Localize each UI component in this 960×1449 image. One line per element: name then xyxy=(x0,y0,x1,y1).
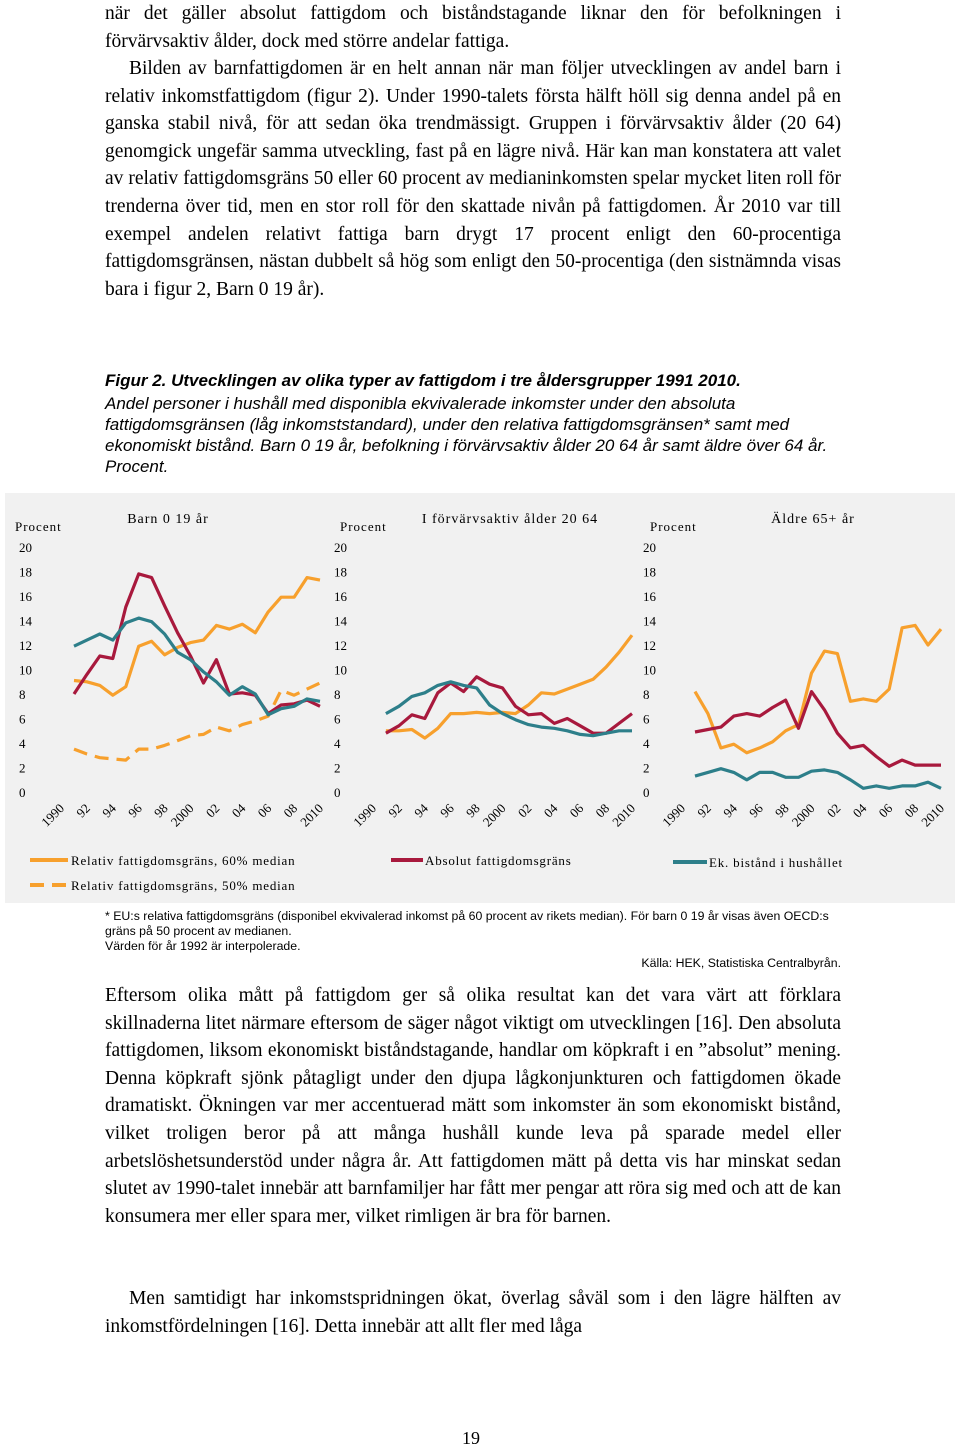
figure-caption xyxy=(105,370,841,477)
y-tick-label: 18 xyxy=(643,564,656,580)
x-tick-label: 92 xyxy=(385,800,406,821)
x-tick-label: 06 xyxy=(875,800,896,821)
paragraph-text: Bilden av barnfattigdomen är en helt annan när man följer utvecklingen av andel barn i relativ inkomstfattigdom (figur 2). Under 1990-talets första hälft höll sig denna andel på en ganska stabil nivå, för att sedan öka trendmässigt. Gruppen i förvärvsaktiv ålder (20 64) genomgick ungefär samma utveckling, fast på en lägre nivå. Här kan man konstatera att valet av relativ fattigdomsgräns 50 eller 60 procent av medianinkomsten spelar mycket liten roll för trenderna över tid, men en stor roll för den skattade nivån på fattigdomen. År 2010 var till exempel andelen relativt fattiga barn drygt 17 procent enligt den 60-procentiga fattigdomsgränsen, nästan dubbelt så hög som enligt den 50-procentiga (den sistnämnda visas bara i figur 2, Barn 0 19 år). xyxy=(105,58,841,300)
x-tick-label: 2000 xyxy=(167,800,197,830)
figure-description: Andel personer i hushåll med disponibla ekvivalerade inkomster under den absoluta fattigdomsgränsen (låg inkomststandard), under den relativa fattigdomsgränsen* samt med ekonomiskt bistånd. Barn 0 19 år, befolkning i förvärvsaktiv ålder 20 64 år samt äldre över 64 år. Procent. xyxy=(105,394,828,476)
y-tick-label: 18 xyxy=(19,564,32,580)
y-tick-label: 6 xyxy=(643,711,650,727)
y-tick-label: 8 xyxy=(334,687,341,702)
paragraph-text: Eftersom olika mått på fattigdom ger så olika resultat kan det vara värt att förklara skillnaderna litet närmare eftersom de säger något viktigt om utvecklingen [16]. Den absoluta fattigdomen, liksom ekonomiskt biståndstagande, handlar om köpkraft i en ”absolut” mening. Denna köpkraft sjönk påtagligt under den djupa lågkonjunkturen och fattigdomen ökade dramatiskt. Ökningen var mer accentuerad mätt som inkomster än som ekonomiskt bistånd, vilket troligen beror på att många hushåll kunde leva på sparade medel eller arbetslöshetsunderstöd under några år. Att fattigdomen mätt på detta vis har minskat sedan slutet av 1990-talet innebär att barnfamiljer har fått mer pengar att röra sig med och att de kan konsumera mer eller spara mer, vilket rimligen är bra för barnen. xyxy=(105,985,841,1227)
x-tick-label: 94 xyxy=(720,800,740,821)
x-tick-label: 2000 xyxy=(479,800,509,830)
y-axis-label: Procent xyxy=(340,519,387,534)
legend-label: Relativ fattigdomsgräns, 50% median xyxy=(71,878,296,893)
x-tick-label: 08 xyxy=(592,800,613,821)
x-tick-label: 04 xyxy=(228,800,249,821)
x-tick-label: 06 xyxy=(566,800,587,821)
y-tick-label: 2 xyxy=(19,760,26,776)
y-tick-label: 18 xyxy=(334,564,347,580)
x-tick-label: 04 xyxy=(540,800,561,821)
x-tick-label: 1990 xyxy=(38,800,68,830)
y-tick-label: 10 xyxy=(334,662,347,678)
x-tick-label: 2010 xyxy=(609,800,639,830)
y-tick-label: 14 xyxy=(334,613,347,629)
legend-label: Relativ fattigdomsgräns, 60% median xyxy=(71,853,296,868)
series-line xyxy=(74,578,320,696)
figure-title: Figur 2. Utvecklingen av olika typer av fattigdom i tre åldersgrupper 1991 2010. xyxy=(105,371,741,390)
series-line xyxy=(386,677,632,733)
x-tick-label: 96 xyxy=(437,800,457,821)
legend-label: Ek. bistånd i hushållet xyxy=(709,855,843,870)
y-tick-label: 16 xyxy=(334,589,347,604)
series-line xyxy=(386,682,632,736)
series-line xyxy=(695,769,941,789)
y-tick-label: 6 xyxy=(19,711,26,727)
x-tick-label: 96 xyxy=(746,800,766,821)
y-tick-label: 12 xyxy=(334,638,347,653)
x-tick-label: 98 xyxy=(771,800,792,821)
y-tick-label: 20 xyxy=(643,540,656,555)
x-tick-label: 1990 xyxy=(659,800,689,830)
footnote-relative-poverty: * EU:s relativa fattigdomsgräns (disponibel ekvivalerad inkomst på 60 procent av rikets median). För barn 0 19 år visas även OECD:s gräns på 50 procent av medianen. xyxy=(105,909,829,938)
y-tick-label: 10 xyxy=(19,662,32,678)
panel-title: Äldre 65+ år xyxy=(771,512,855,527)
footnote-interpolated: Värden för år 1992 är interpolerade. xyxy=(105,939,301,953)
x-tick-label: 98 xyxy=(462,800,483,821)
x-tick-label: 2010 xyxy=(918,800,948,830)
y-tick-label: 20 xyxy=(334,540,347,555)
legend-label: Absolut fattigdomsgräns xyxy=(425,853,572,868)
y-tick-label: 12 xyxy=(19,638,32,653)
figure-2-chart-panel xyxy=(5,493,955,903)
y-tick-label: 4 xyxy=(19,736,26,751)
y-tick-label: 2 xyxy=(643,760,650,776)
body-paragraph-bottom-2 xyxy=(105,1285,841,1340)
series-line xyxy=(695,692,941,767)
paragraph-text: när det gäller absolut fattigdom och biståndstagande liknar den för befolkningen i förvärvsaktiv ålder, dock med större andelar fattiga. xyxy=(105,3,841,52)
y-tick-label: 8 xyxy=(643,687,650,702)
panel-title: Barn 0 19 år xyxy=(127,512,209,527)
x-tick-label: 02 xyxy=(514,800,535,821)
series-line xyxy=(74,618,320,715)
y-tick-label: 0 xyxy=(334,785,341,800)
x-tick-label: 92 xyxy=(73,800,94,821)
series-line xyxy=(386,635,632,738)
y-tick-label: 0 xyxy=(643,785,650,800)
x-tick-label: 96 xyxy=(125,800,145,821)
x-tick-label: 08 xyxy=(901,800,922,821)
x-tick-label: 94 xyxy=(411,800,431,821)
y-tick-label: 12 xyxy=(643,638,656,653)
y-tick-label: 4 xyxy=(643,736,650,751)
x-tick-label: 92 xyxy=(694,800,715,821)
y-tick-label: 4 xyxy=(334,736,341,751)
x-tick-label: 94 xyxy=(99,800,119,821)
y-tick-label: 2 xyxy=(334,760,341,776)
y-tick-label: 8 xyxy=(19,687,26,702)
y-tick-label: 16 xyxy=(19,589,32,604)
page-number: 19 xyxy=(462,1428,480,1448)
x-tick-label: 04 xyxy=(849,800,870,821)
source-note: Källa: HEK, Statistiska Centralbyrån. xyxy=(641,956,841,970)
x-tick-label: 2000 xyxy=(788,800,818,830)
x-tick-label: 98 xyxy=(150,800,171,821)
paragraph-text: Men samtidigt har inkomstspridningen ökat, överlag såväl som i den lägre hälften av inkomstfördelningen [16]. Detta innebär att allt fler med låga xyxy=(105,1288,841,1337)
y-tick-label: 20 xyxy=(19,540,32,555)
body-paragraph-bottom-1 xyxy=(105,982,841,1230)
y-tick-label: 10 xyxy=(643,662,656,678)
x-tick-label: 1990 xyxy=(350,800,380,830)
y-axis-label: Procent xyxy=(650,519,697,534)
x-tick-label: 2010 xyxy=(297,800,327,830)
panel-title: I förvärvsaktiv ålder 20 64 xyxy=(421,512,599,527)
x-tick-label: 08 xyxy=(280,800,301,821)
y-tick-label: 0 xyxy=(19,785,26,800)
x-tick-label: 02 xyxy=(202,800,223,821)
y-axis-label: Procent xyxy=(15,519,62,534)
body-paragraph-top-1 xyxy=(105,0,841,55)
body-paragraph-top-2 xyxy=(105,55,841,303)
y-tick-label: 16 xyxy=(643,589,656,604)
x-tick-label: 02 xyxy=(823,800,844,821)
figure-footnotes xyxy=(105,909,845,971)
y-tick-label: 6 xyxy=(334,711,341,727)
y-tick-label: 14 xyxy=(643,613,656,629)
y-tick-label: 14 xyxy=(19,613,32,629)
chart-svg xyxy=(5,493,955,903)
x-tick-label: 06 xyxy=(254,800,275,821)
series-line xyxy=(695,625,941,752)
